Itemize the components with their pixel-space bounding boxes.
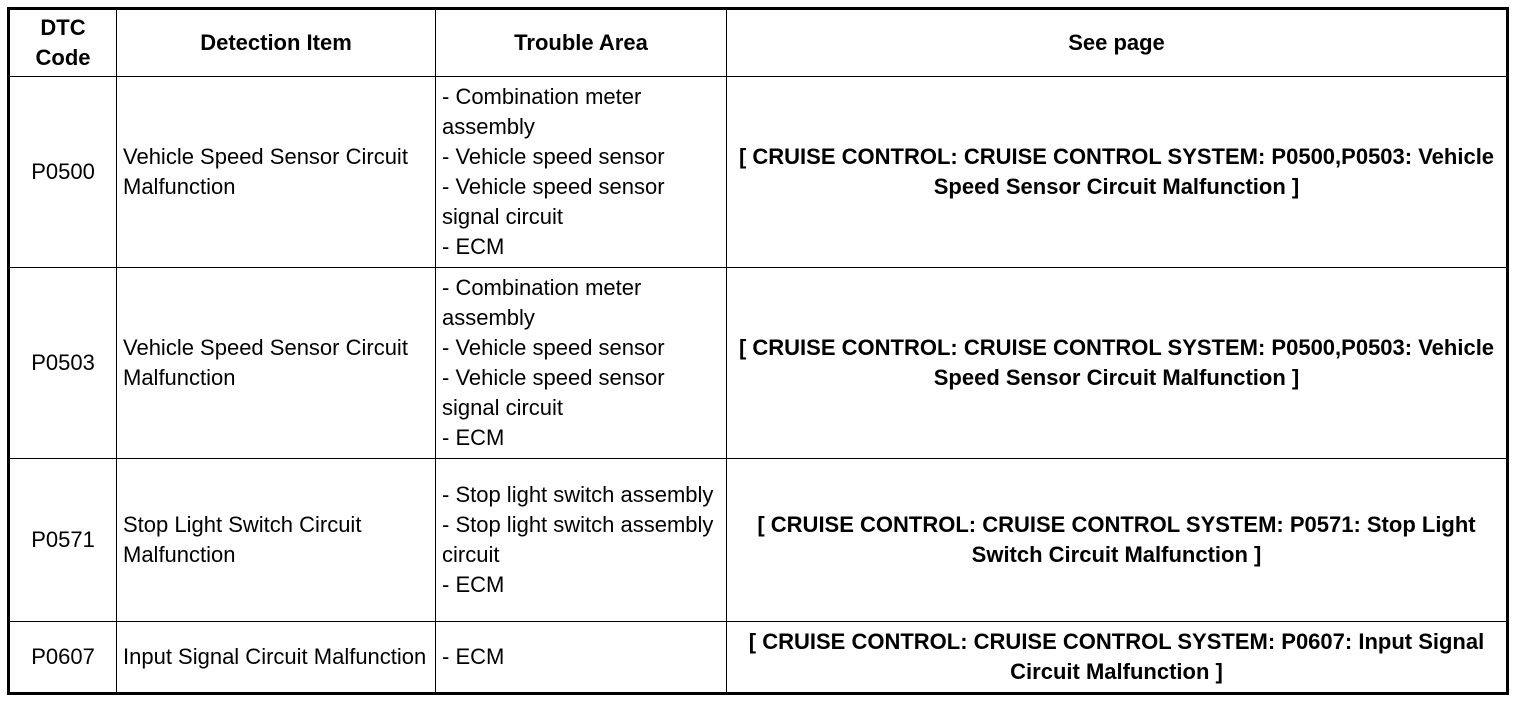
header-trouble-area: Trouble Area: [436, 9, 727, 77]
header-see-page: See page: [727, 9, 1508, 77]
trouble-area-line: - Combination meter assembly: [442, 84, 642, 139]
see-page-link[interactable]: [ CRUISE CONTROL: CRUISE CONTROL SYSTEM: P0500,P0503: Vehicle Speed Sensor Circuit Malfunction ]: [727, 77, 1508, 268]
trouble-area-line: - ECM: [442, 425, 505, 450]
table-row: [9, 268, 1508, 459]
trouble-area-line: - Vehicle speed sensor signal circuit: [442, 365, 665, 420]
trouble-area: [436, 268, 727, 459]
dtc-code: P0571: [9, 459, 117, 622]
table-row: [9, 622, 1508, 694]
table-row: [9, 77, 1508, 268]
dtc-code: P0503: [9, 268, 117, 459]
header-row: [9, 9, 1508, 77]
trouble-area-line: - Vehicle speed sensor: [442, 144, 665, 169]
trouble-area: [436, 459, 727, 622]
header-dtc-code: DTC Code: [9, 9, 117, 77]
trouble-area: [436, 77, 727, 268]
trouble-area-line: - Stop light switch assembly circuit: [442, 512, 714, 567]
detection-item: Stop Light Switch Circuit Malfunction: [117, 459, 436, 622]
dtc-code: P0607: [9, 622, 117, 694]
dtc-table: [7, 7, 1509, 695]
detection-item: Vehicle Speed Sensor Circuit Malfunction: [117, 268, 436, 459]
detection-item: Vehicle Speed Sensor Circuit Malfunction: [117, 77, 436, 268]
detection-item: Input Signal Circuit Malfunction: [117, 622, 436, 694]
trouble-area-line: - Stop light switch assembly: [442, 482, 714, 507]
trouble-area-line: - Vehicle speed sensor signal circuit: [442, 174, 665, 229]
dtc-code: P0500: [9, 77, 117, 268]
table-row: [9, 459, 1508, 622]
trouble-area-line: - ECM: [442, 644, 505, 669]
trouble-area: [436, 622, 727, 694]
trouble-area-line: - ECM: [442, 572, 505, 597]
trouble-area-line: - Combination meter assembly: [442, 275, 642, 330]
see-page-link[interactable]: [ CRUISE CONTROL: CRUISE CONTROL SYSTEM: P0500,P0503: Vehicle Speed Sensor Circuit Malfunction ]: [727, 268, 1508, 459]
trouble-area-line: - Vehicle speed sensor: [442, 335, 665, 360]
see-page-link[interactable]: [ CRUISE CONTROL: CRUISE CONTROL SYSTEM: P0571: Stop Light Switch Circuit Malfunction ]: [727, 459, 1508, 622]
header-detection-item: Detection Item: [117, 9, 436, 77]
see-page-link[interactable]: [ CRUISE CONTROL: CRUISE CONTROL SYSTEM: P0607: Input Signal Circuit Malfunction ]: [727, 622, 1508, 694]
trouble-area-line: - ECM: [442, 234, 505, 259]
